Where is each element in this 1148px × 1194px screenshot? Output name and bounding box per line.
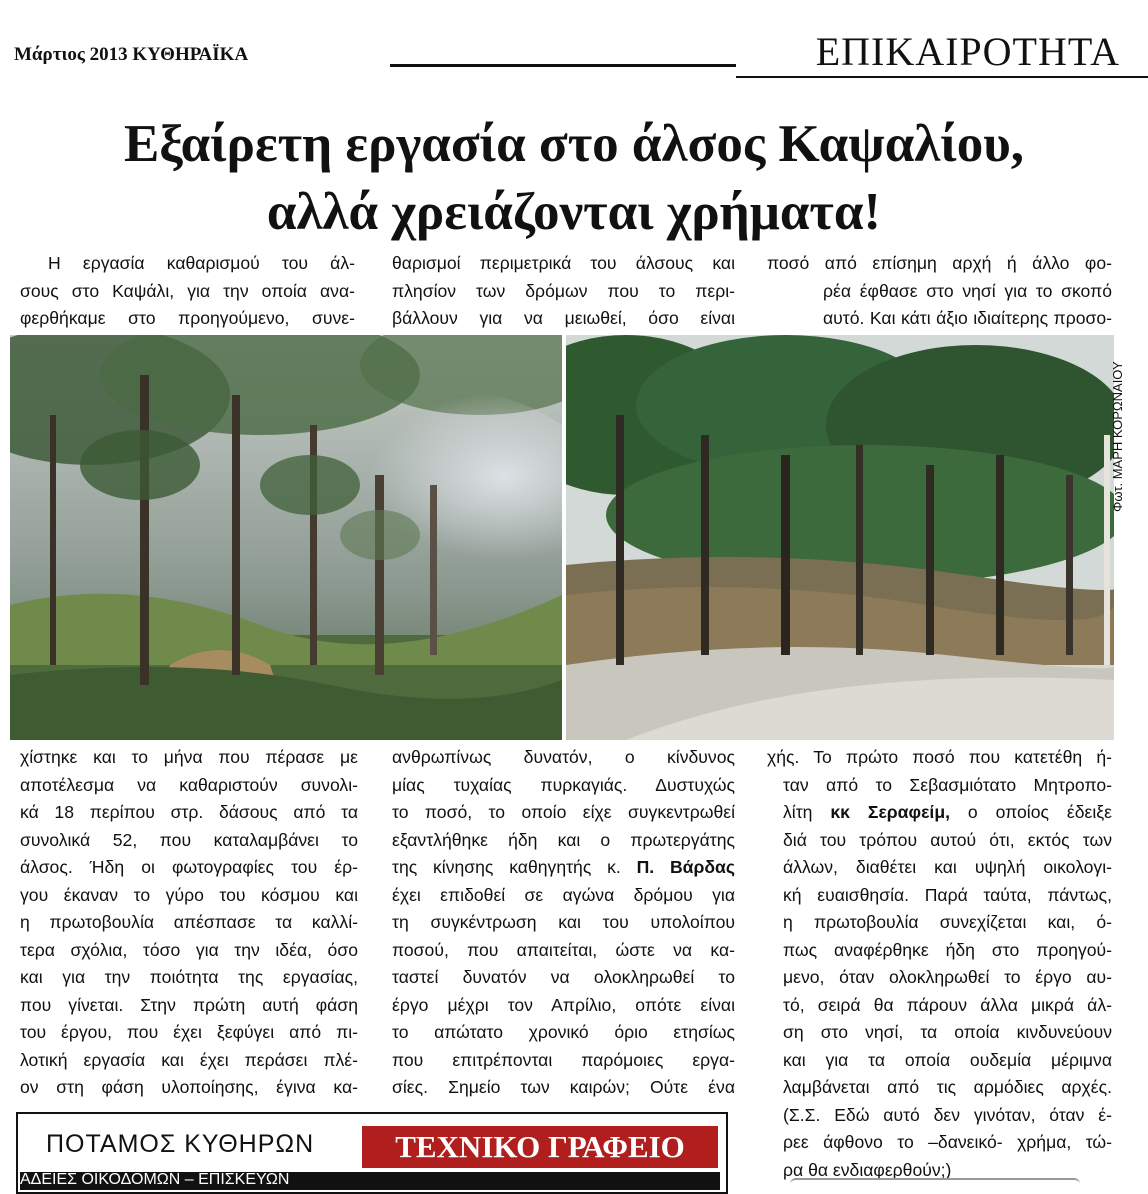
photo-credit: Φωτ. ΜΑΡΗ ΚΟΡΩΝΑΙΟΥ: [1110, 361, 1125, 512]
text-line: λοτική εργασία και έχει περάσει πλέ-: [20, 1049, 358, 1070]
text-line: αυτό. Και κάτι άξιο ιδιαίτερης προσο-: [823, 308, 1112, 328]
text-line: μενο, όταν ολοκληρωθεί το έργο αυ-: [783, 967, 1112, 987]
ad-location: ΠΟΤΑΜΟΣ ΚΥΘΗΡΩΝ: [46, 1130, 315, 1158]
top-column-2: [392, 250, 735, 333]
text-line: βάλλουν για να μειωθεί, όσο είναι: [392, 308, 735, 328]
text-line: γου έκαναν το γύρο του κόσμου και: [20, 884, 358, 905]
text-line: ον στη φάση υλοποίησης, έγινα κα-: [20, 1077, 358, 1097]
text-line: σους στο Καψάλι, για την οποία ανα-: [20, 280, 355, 301]
text-line: αποτέλεσμα να καθαριστούν συνολι-: [20, 774, 358, 795]
bottom-column-1: [20, 744, 358, 1102]
text-line: άλσος. Ήδη οι φωτογραφίες του έρ-: [20, 857, 358, 877]
text-line: άλλων, διαθέτει και υψηλή οικολογι-: [783, 857, 1112, 877]
section-underline: [736, 76, 1148, 78]
text-line-part: λίτη: [783, 802, 831, 822]
photo-misty-pine-grove: [10, 335, 562, 740]
text-line: ποσού, που απαιτείται, ώστε να κα-: [392, 939, 735, 960]
text-line: ανθρωπίνως δυνατόν, ο κίνδυνος: [392, 747, 735, 767]
text-line: που επιτρέπονται παρόμοιες εργα-: [392, 1049, 735, 1070]
headline-line-1: Εξαίρετη εργασία στο άλσος Καψαλίου,: [123, 115, 1025, 173]
text-line: και για τα οποία ουδεμία μέριμνα: [783, 1049, 1112, 1070]
text-line-part: ο οποίος έδειξε: [949, 802, 1112, 822]
text-line: κά 18 περίπου στρ. δάσους από τα: [20, 802, 358, 822]
text-line: έργο μέχρι τον Απρίλιο, οπότε είναι: [392, 994, 735, 1015]
bottom-column-2: [392, 744, 735, 1102]
text-line: χίστηκε και το μήνα που πέρασε με: [20, 747, 358, 767]
text-line-with-name: [767, 799, 1112, 827]
text-line: η πρωτοβουλία συνεχίζεται και, ό-: [783, 912, 1112, 932]
text-line: μίας τυχαίας πυρκαγιάς. Δυστυχώς: [392, 774, 735, 795]
text-line: και για την ποιότητα της εργασίας,: [20, 967, 358, 987]
text-line: ταστεί δυνατόν να ολοκληρωθεί το: [392, 967, 735, 987]
text-line: χής. Το πρώτο ποσό που κατετέθη ή-: [767, 747, 1112, 767]
author-name-vardas: Π. Βάρδας: [636, 857, 735, 877]
text-line: ρα θα ενδιαφερθούν;): [783, 1159, 952, 1180]
text-line: πως αναφέρθηκε ήδη στο προηγού-: [783, 939, 1112, 960]
text-line: συνολικά 52, που καταλαμβάνει το: [20, 829, 358, 850]
top-column-1: [20, 250, 355, 333]
text-line-part: της κίνησης καθηγητής κ.: [392, 857, 637, 877]
text-line: εξαντλήθηκε ήδη και ο πρωτεργάτης: [392, 829, 735, 850]
text-line: σίες. Σημείο των καιρών; Ούτε ένα: [392, 1077, 735, 1097]
text-line: (Σ.Σ. Εδώ αυτό δεν γινόταν, όταν έ-: [783, 1104, 1112, 1125]
text-line: διά του τρόπου αυτού ότι, εκτός των: [783, 829, 1112, 850]
text-line: ταν από το Σεβασμιότατο Μητροπο-: [783, 774, 1112, 795]
text-line: τη συγκέντρωση και του υπολοίπου: [392, 912, 735, 932]
text-line: ρέα έφθασε στο νησί για το σκοπό: [823, 280, 1112, 301]
text-line: η πρωτοβουλία απέσπασε τα καλλί-: [20, 912, 358, 932]
text-line: που γίνεται. Στην πρώτη αυτή φάση: [20, 994, 358, 1015]
issue-date: Μάρτιος 2013 ΚΥΘΗΡΑΪΚΑ: [14, 44, 249, 65]
text-line: τερα σχόλια, τόσο για την ιδέα, όσο: [20, 939, 358, 960]
header-rule: [390, 64, 736, 67]
headline-line-2: αλλά χρειάζονται χρήματα!: [266, 183, 882, 241]
text-line: κή ευαισθησία. Παρά ταύτα, πάντως,: [783, 884, 1112, 905]
text-line: πλησίον των δρόμων που το περι-: [392, 280, 735, 301]
name-serafeim: κκ Σεραφείμ,: [830, 802, 950, 822]
section-title: ΕΠΙΚΑΙΡΟΤΗΤΑ: [815, 29, 1120, 74]
bottom-column-3: [767, 744, 1112, 1184]
text-line: Η εργασία καθαρισμού του άλ-: [48, 253, 355, 273]
ad-services-text: ΑΔΕΙΕΣ ΟΙΚΟΔΟΜΩΝ – ΕΠΙΣΚΕΥΩΝ: [20, 1171, 290, 1188]
text-line: λαμβάνεται από τις αρμόδιες αρχές.: [783, 1077, 1112, 1097]
text-line: ρεε άφθονο το –δανεικό- χρήμα, τώ-: [783, 1132, 1112, 1152]
text-line: ση στο νησί, τα οποία κινδυνεύουν: [783, 1022, 1112, 1042]
text-line: το απώτατο χρονικό όριο ετησίως: [392, 1022, 735, 1042]
photo-strip: [10, 335, 1114, 740]
text-line: θαρισμοί περιμετρικά του άλσους και: [392, 253, 735, 273]
ad-title: ΤΕΧΝΙΚΟ ΓΡΑΦΕΙΟ: [362, 1126, 718, 1168]
top-column-3: [767, 250, 1112, 333]
text-line: το ποσό, το οποίο είχε συγκεντρωθεί: [392, 802, 735, 822]
text-line-with-name: [392, 854, 735, 882]
text-line: του έργου, που έχει ξεφύγει από πι-: [20, 1022, 358, 1042]
text-line: ποσό από επίσημη αρχή ή άλλο φο-: [767, 253, 1112, 273]
photo-cleared-pine-grove: [566, 335, 1114, 740]
next-box-edge: [790, 1178, 1080, 1190]
text-line: φερθήκαμε στο προηγούμενο, συνε-: [20, 308, 355, 328]
headline: [0, 110, 1148, 246]
text-line: έχει επιδοθεί σε αγώνα δρόμου για: [392, 884, 735, 905]
text-line: τό, σειρά θα πάρουν άλλα μικρά άλ-: [783, 994, 1112, 1015]
ad-services-bar: [20, 1172, 720, 1190]
